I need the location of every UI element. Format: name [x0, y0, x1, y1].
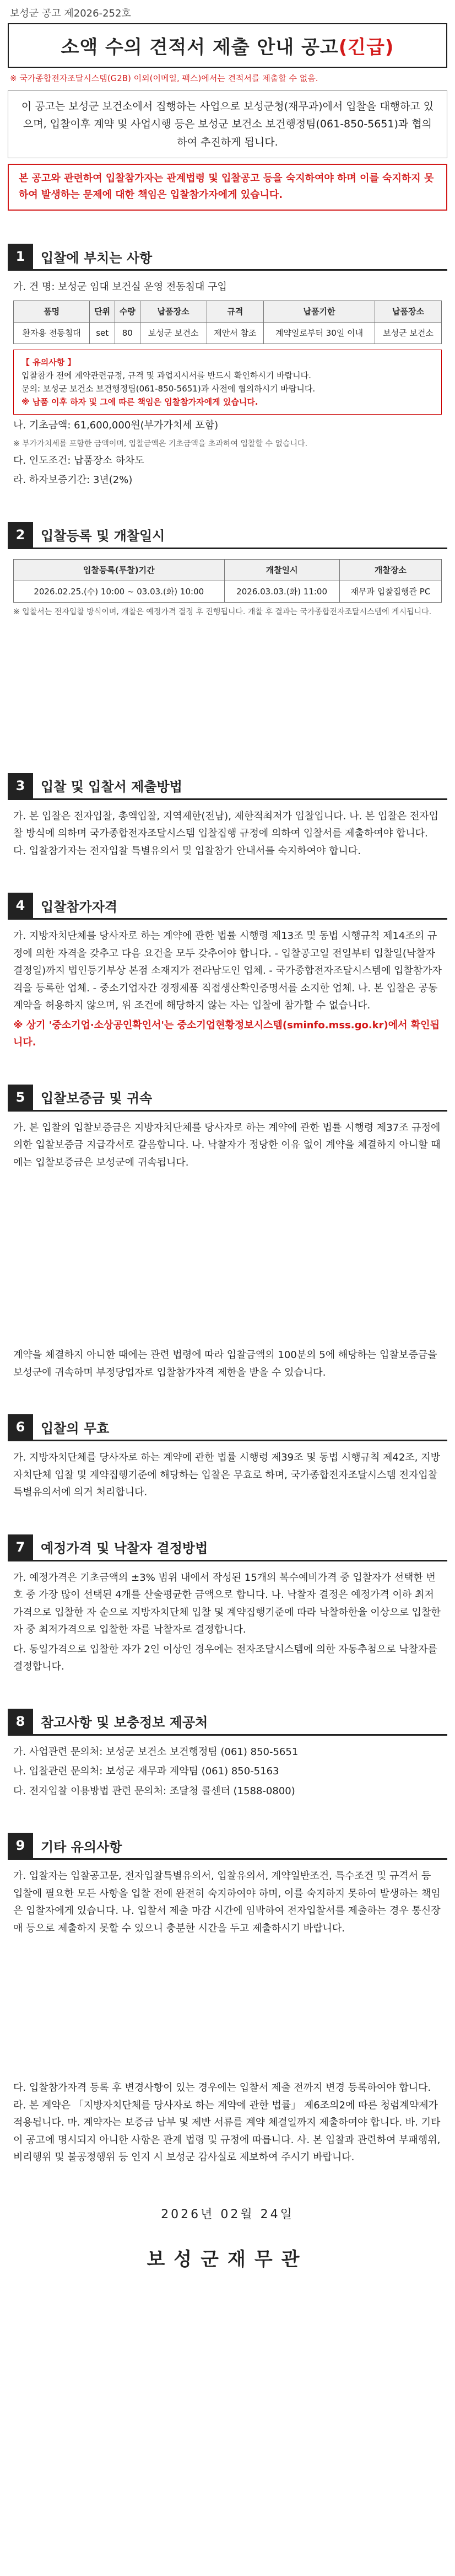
- section-number: 5: [8, 1085, 33, 1110]
- g2b-warning: ※ 국가종합전자조달시스템(G2B) 이외(이메일, 팩스)에서는 견적서를 제출할 수 없음.: [10, 73, 318, 83]
- table-cell: 계약일로부터 30일 이내: [264, 322, 375, 344]
- section-text: 다. 입찰참가자격 등록 후 변경사항이 있는 경우에는 입찰서 제출 전까지 변경 등록하여야 합니다. 라. 본 계약은 「지방자치단체를 당사자로 하는 계약에 관한 법률」 제6조의2에 따른 청렴계약제가 적용됩니다. 마. 계약자는 보증금 납부 및 제반 서류를 계약 체결일까지 제출하여야 합니다. 바. 기타 이 공고에 명시되지 아니한 사항은 관계 법령 및 규정에 따릅니다. 사. 본 입찰과 관련하여 부패행위, 비리행위 및 불공정행위 등 인지 시 보성군 감사실로 제보하여 주시기 바랍니다.: [13, 2082, 441, 2164]
- table-header: 납품기한: [264, 300, 375, 322]
- table-header: 규격: [207, 300, 264, 322]
- table-header: 개찰일시: [224, 559, 339, 581]
- schedule-note: ※ 입찰서는 전자입찰 방식이며, 개찰은 예정가격 결정 후 진행됩니다. 개찰 후 결과는 국가종합전자조달시스템에 게시됩니다.: [13, 608, 432, 617]
- table-cell: 환자용 전동침대: [14, 322, 90, 344]
- section-title: 입찰에 부치는 사항: [41, 250, 153, 266]
- section-9-header: [8, 1833, 447, 1860]
- section-4-body: [0, 920, 455, 1051]
- section-highlight: ※ 상기 '중소기업·소상공인확인서'는 중소기업현황정보시스템(sminfo.mss.go.kr)에서 확인됩니다.: [13, 1019, 440, 1049]
- section-4-header: [8, 893, 447, 920]
- notice-date: 2026년 02월 24일: [161, 2207, 294, 2221]
- section-title: 입찰등록 및 개찰일시: [41, 528, 165, 544]
- table-header: 수량: [115, 300, 140, 322]
- section-number: 4: [8, 893, 33, 918]
- section-8-body: [0, 1736, 455, 1800]
- table-header: 납품장소: [140, 300, 207, 322]
- contact-line: 가. 사업관련 문의처: 보성군 보건소 보건행정팀 (061) 850-5651: [13, 1746, 299, 1758]
- section-text: 다. 동일가격으로 입찰한 자가 2인 이상인 경우에는 전자조달시스템에 의한 자동추첨으로 낙찰자를 결정합니다.: [13, 1643, 437, 1673]
- section-number: 2: [8, 522, 33, 548]
- table-header: 단위: [90, 300, 115, 322]
- section-title: 입찰참가자격: [41, 899, 118, 915]
- caution-header: 【 유의사항 】: [21, 357, 76, 368]
- caution-line: 문의: 보성군 보건소 보건행정팀(061-850-5651)과 사전에 협의하시기 바랍니다.: [21, 384, 316, 394]
- caution-line: 입찰참가 전에 계약관련규정, 규격 및 과업지시서를 반드시 확인하시기 바랍니다.: [21, 371, 311, 381]
- section-2-header: [8, 522, 447, 549]
- intro-box: 이 공고는 보성군 보건소에서 집행하는 사업으로 보성군청(재무과)에서 입찰을 대행하고 있으며, 입찰이후 계약 및 사업시행 등은 보성군 보건소 보건행정팀(061-850-5651)과 협의하여 추진하게 됩니다.: [8, 90, 447, 158]
- section-text: 가. 지방자치단체를 당사자로 하는 계약에 관한 법률 시행령 제13조 및 동법 시행규칙 제14조의 규정에 의한 자격을 갖추고 다음 요건을 모두 갖추어야 합니다. - 입찰공고일 전일부터 입찰일(낙찰자 결정일)까지 법인등기부상 본점 소재지가 전라남도인 업체. - 국가종합전자조달시스템에 입찰참가자격을 등록한 업체. - 중소기업자간 경쟁제품 직접생산확인증명서를 소지한 업체. 나. 본 입찰은 공동계약을 허용하지 않으며, 위 조건에 해당하지 않는 자는 입찰에 참가할 수 없습니다.: [13, 930, 442, 1012]
- table-header: 개찰장소: [339, 559, 441, 581]
- section-text: 가. 예정가격은 기초금액의 ±3% 범위 내에서 작성된 15개의 복수예비가격 중 입찰자가 선택한 번호 중 가장 많이 선택된 4개를 산술평균한 금액으로 합니다. 나. 낙찰자 결정은 예정가격 이하 최저가격으로 입찰한 자 순으로 지방자치단체 입찰 및 계약집행기준에 따라 낙찰하한율 이상으로 입찰한 자 중 최저가격으로 입찰한 자를 낙찰자로 결정합니다.: [13, 1571, 441, 1636]
- section-2-body: [0, 549, 455, 619]
- schedule-table: [13, 559, 442, 603]
- base-amount-note: ※ 부가가치세를 포함한 금액이며, 입찰금액은 기초금액을 초과하여 입찰할 수 없습니다.: [13, 439, 308, 448]
- base-amount: 나. 기초금액: 61,600,000원(부가가치세 포함): [13, 420, 219, 432]
- table-header: 입찰등록(투찰)기간: [14, 559, 225, 581]
- delivery-condition: 다. 인도조건: 납품장소 하차도: [13, 454, 144, 466]
- section-title: 참고사항 및 보충정보 제공처: [41, 1715, 208, 1731]
- section-6-body: [0, 1441, 455, 1501]
- section-title: 입찰의 무효: [41, 1420, 110, 1436]
- item-name-line: 가. 건 명: 보성군 임대 보건실 운영 전동침대 구입: [13, 281, 227, 293]
- item-table: [13, 300, 442, 345]
- spacer: [0, 1939, 455, 2071]
- warranty-period: 라. 하자보증기간: 3년(2%): [13, 474, 133, 486]
- section-title: 기타 유의사항: [41, 1839, 122, 1855]
- section-9-body: [0, 1860, 455, 1937]
- section-text: 가. 지방자치단체를 당사자로 하는 계약에 관한 법률 시행령 제39조 및 동법 시행규칙 제42조, 지방자치단체 입찰 및 계약집행기준에 해당하는 입찰은 무효로 하며, 국가종합전자조달시스템 전자입찰 특별유의서에 의거 처리합니다.: [13, 1452, 440, 1499]
- section-number: 3: [8, 773, 33, 798]
- section-number: 8: [8, 1709, 33, 1734]
- page-title: 소액 수의 견적서 제출 안내 공고: [61, 36, 339, 58]
- section-5-header: [8, 1085, 447, 1112]
- title-box: [8, 23, 447, 68]
- table-header: 납품장소: [375, 300, 441, 322]
- table-cell: 보성군 보건소: [140, 322, 207, 344]
- section-3-body: [0, 800, 455, 860]
- section-3-header: [8, 773, 447, 800]
- table-cell: 80: [115, 322, 140, 344]
- caution-box: [13, 350, 442, 415]
- section-title: 예정가격 및 낙찰자 결정방법: [41, 1541, 208, 1557]
- section-number: 1: [8, 244, 33, 269]
- issuer-name: 보성군재무관: [147, 2248, 308, 2271]
- section-text: 가. 입찰자는 입찰공고문, 전자입찰특별유의서, 입찰유의서, 계약일반조건, 특수조건 및 규격서 등 입찰에 필요한 모든 사항을 입찰 전에 완전히 숙지하여야 하며, 이를 숙지하지 못하여 발생하는 책임은 입찰자에게 있습니다. 나. 입찰서 제출 마감 시간에 임박하여 전자입찰서를 제출하는 경우 통신장애 등으로 제출하지 못할 수 있으니 충분한 시간을 두고 제출하시기 바랍니다.: [13, 1870, 441, 1934]
- section-6-header: [8, 1414, 447, 1441]
- table-cell: set: [90, 322, 115, 344]
- contact-line: 나. 입찰관련 문의처: 보성군 재무과 계약팀 (061) 850-5163: [13, 1765, 279, 1778]
- section-text: 가. 본 입찰의 입찰보증금은 지방자치단체를 당사자로 하는 계약에 관한 법률 시행령 제37조 규정에 의한 입찰보증금 지급각서로 갈음합니다. 나. 낙찰자가 정당한 이유 없이 계약을 체결하지 아니할 때에는 입찰보증금은 보성군에 귀속됩니다.: [13, 1121, 441, 1168]
- table-header: 품명: [14, 300, 90, 322]
- warning-box: 본 공고와 관련하여 입찰참가자는 관계법령 및 입찰공고 등을 숙지하여야 하며 이를 숙지하지 못하여 발생하는 문제에 대한 책임은 입찰참가자에게 있습니다.: [8, 164, 447, 211]
- section-1-header: [8, 244, 447, 271]
- table-cell: 2026.03.03.(화) 11:00: [224, 581, 339, 603]
- section-5-continued: [0, 1339, 455, 1381]
- section-number: 7: [8, 1534, 33, 1560]
- section-number: 6: [8, 1414, 33, 1440]
- section-title: 입찰보증금 및 귀속: [41, 1091, 153, 1107]
- urgent-label: (긴급): [338, 36, 394, 58]
- section-8-header: [8, 1709, 447, 1736]
- section-title: 입찰 및 입찰서 제출방법: [41, 779, 182, 795]
- spacer: [0, 619, 455, 740]
- notice-number: 보성군 공고 제2026-252호: [10, 8, 131, 19]
- section-7-body: [0, 1561, 455, 1676]
- table-cell: 보성군 보건소: [375, 322, 441, 344]
- section-number: 9: [8, 1833, 33, 1858]
- section-5-body: [0, 1112, 455, 1172]
- spacer: [0, 1173, 455, 1339]
- contact-line: 다. 전자입찰 이용방법 관련 문의처: 조달청 콜센터 (1588-0800): [13, 1785, 295, 1797]
- table-cell: 재무과 입찰집행관 PC: [339, 581, 441, 603]
- table-cell: 2026.02.25.(수) 10:00 ~ 03.03.(화) 10:00: [14, 581, 225, 603]
- section-7-header: [8, 1534, 447, 1561]
- section-text: 가. 본 입찰은 전자입찰, 총액입찰, 지역제한(전남), 제한적최저가 입찰입니다. 나. 본 입찰은 전자입찰 방식에 의하며 국가종합전자조달시스템 입찰집행 규정에 의하여 입찰서를 제출하여야 합니다. 다. 입찰참가자는 전자입찰 특별유의서 및 입찰참가 안내서를 숙지하여야 합니다.: [13, 810, 439, 857]
- section-9-continued: [0, 2071, 455, 2166]
- section-1-body: [0, 271, 455, 489]
- caution-line: ※ 납품 이후 하자 및 그에 따른 책임은 입찰참가자에게 있습니다.: [21, 397, 258, 407]
- section-text: 계약을 체결하지 아니한 때에는 관련 법령에 따라 입찰금액의 100분의 5에 해당하는 입찰보증금을 보성군에 귀속하며 부정당업자로 입찰참가자격 제한을 받을 수 있습니다.: [13, 1349, 437, 1378]
- table-cell: 제안서 참조: [207, 322, 264, 344]
